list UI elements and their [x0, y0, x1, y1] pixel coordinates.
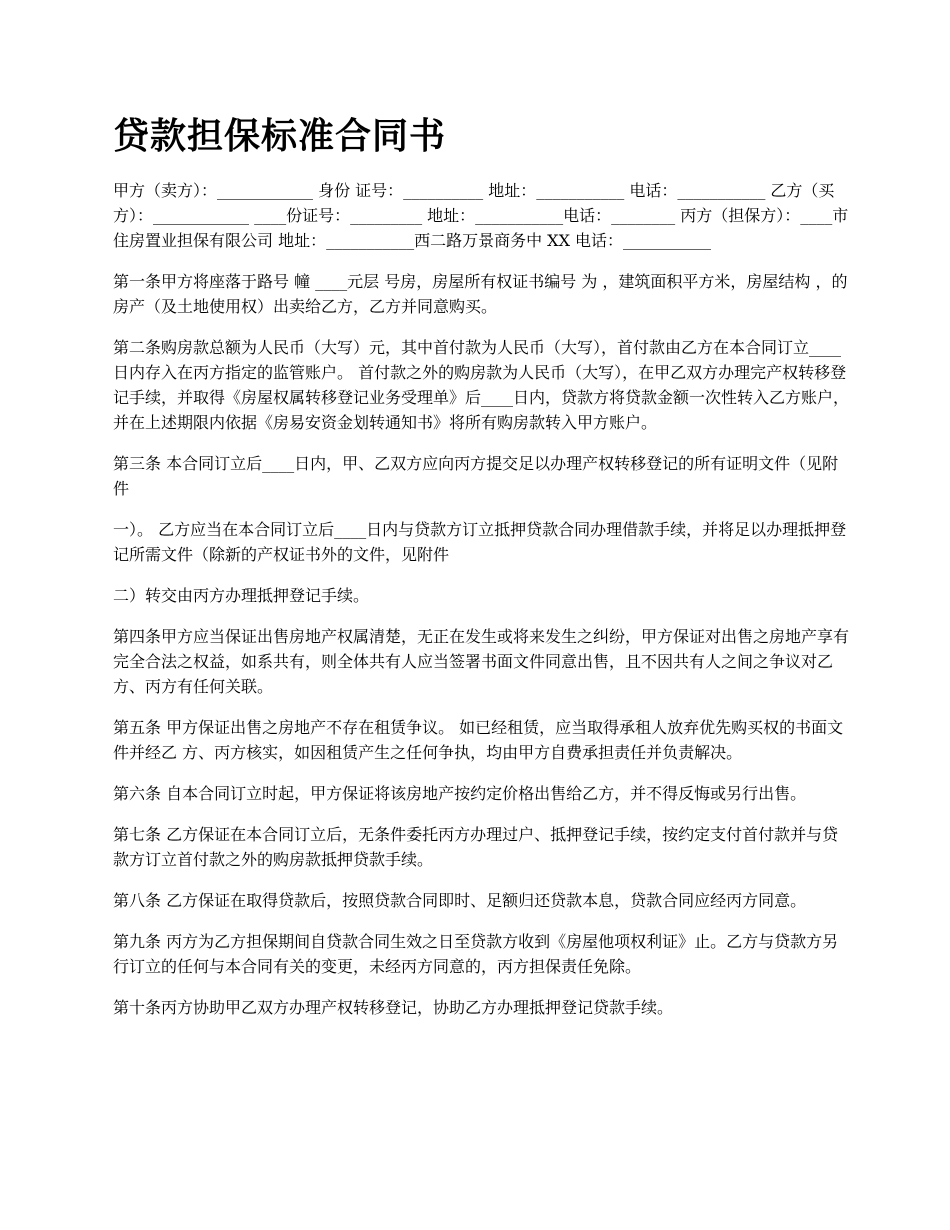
article-5-paragraph: 第五条 甲方保证出售之房地产不存在租赁争议。 如已经租赁，应当取得承租人放弃优先购买权的书面文件并经乙 方、丙方核实，如因租赁产生之任何争执，均由甲方自费承担责任并负责解决。	[113, 718, 844, 762]
document-body	[113, 178, 853, 1036]
article-9-paragraph: 第九条 丙方为乙方担保期间自贷款合同生效之日至贷款方收到《房屋他项权利证》止。乙方与贷款方另行订立的任何与本合同有关的变更，未经丙方同意的，丙方担保责任免除。	[113, 932, 839, 976]
document-title: 贷款担保标准合同书	[113, 115, 447, 157]
parties-paragraph: 甲方（卖方）：____________ 身份 证号：__________ 地址：___________ 电话：___________ 乙方（买方）：____________ ____份证号：_________ 地址：___________电话：________ 丙方（担保方）：____市住房置业担保有限公司 地址：___________西二路万景商务中 XX 电话：___________	[113, 181, 849, 250]
attachment-1-paragraph: 一）。 乙方应当在本合同订立后____日内与贷款方订立抵押贷款合同办理借款手续，并将足以办理抵押登记所需文件（除新的产权证书外的文件，见附件	[113, 520, 847, 564]
article-2-paragraph: 第二条购房款总额为人民币（大写）元，其中首付款为人民币（大写），首付款由乙方在本合同订立____日内存入在丙方指定的监管账户。 首付款之外的购房款为人民币（大写），在甲乙双方办理完产权转移登记手续，并取得《房屋权属转移登记业务受理单》后____日内，贷款方将贷款金额一次性转入乙方账户，并在上述期限内依据《房易安资金划转通知书》将所有购房款转入甲方账户。	[113, 338, 850, 432]
attachment-2-paragraph: 二）转交由丙方办理抵押登记手续。	[113, 586, 370, 605]
article-6-paragraph: 第六条 自本合同订立时起，甲方保证将该房地产按约定价格出售给乙方，并不得反悔或另行出售。	[113, 784, 807, 803]
article-10-paragraph: 第十条丙方协助甲乙双方办理产权转移登记，协助乙方办理抵押登记贷款手续。	[113, 998, 674, 1017]
article-4-paragraph: 第四条甲方应当保证出售房地产权属清楚，无正在发生或将来发生之纠纷，甲方保证对出售之房地产享有完全合法之权益，如系共有，则全体共有人应当签署书面文件同意出售，且不因共有人之间之争议对乙方、丙方有任何关联。	[113, 627, 850, 696]
article-3-paragraph: 第三条 本合同订立后____日内，甲、乙双方应向丙方提交足以办理产权转移登记的所有证明文件（见附件	[113, 454, 839, 498]
article-7-paragraph: 第七条 乙方保证在本合同订立后，无条件委托丙方办理过户、抵押登记手续，按约定支付首付款并与贷款方订立首付款之外的购房款抵押贷款手续。	[113, 825, 839, 869]
article-8-paragraph: 第八条 乙方保证在取得贷款后，按照贷款合同即时、足额归还贷款本息，贷款合同应经丙方同意。	[113, 891, 807, 910]
article-1-paragraph: 第一条甲方将座落于路号 幢 ____元层 号房，房屋所有权证书编号 为 ，建筑面积平方米，房屋结构 ，的房产（及土地使用权）出卖给乙方，乙方并同意购买。	[113, 272, 848, 316]
